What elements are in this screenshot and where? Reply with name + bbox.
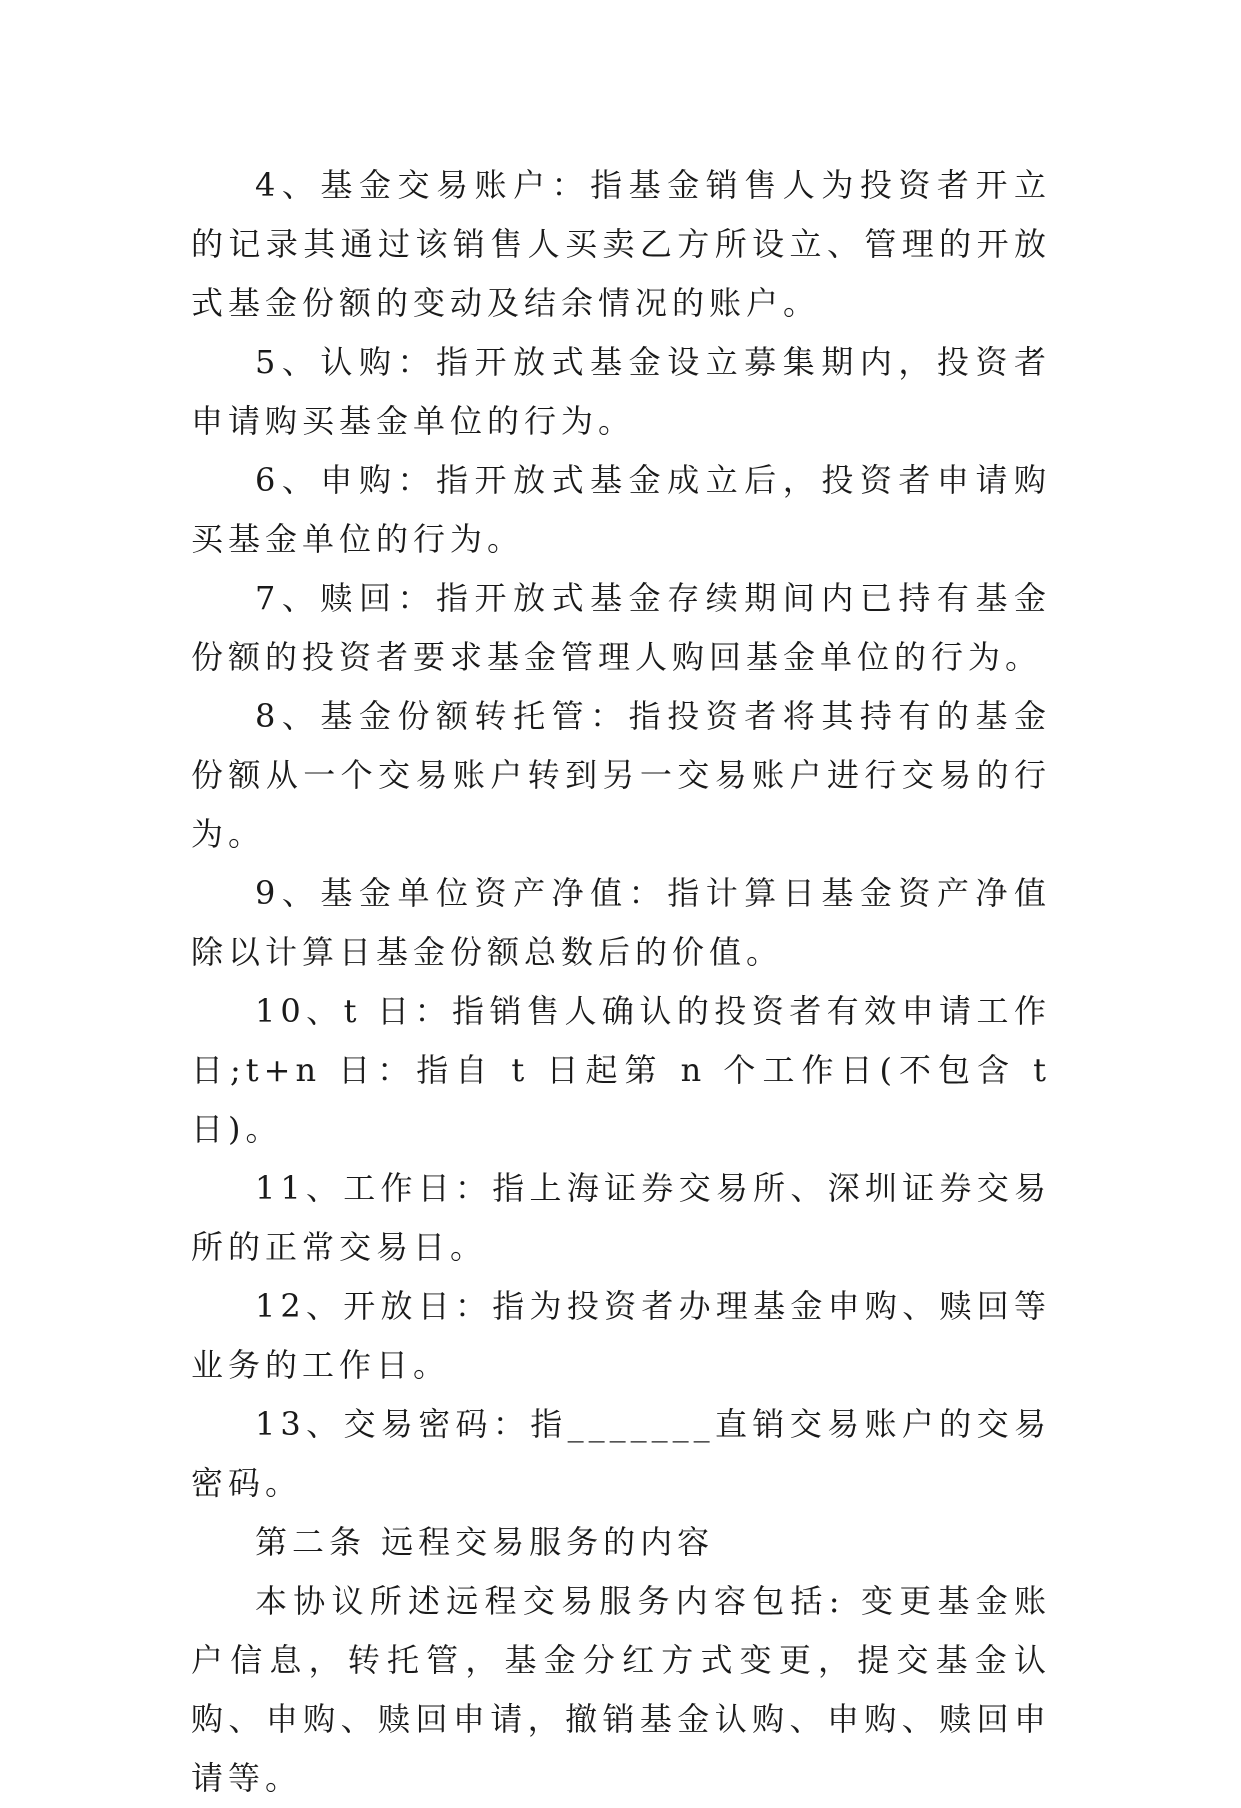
definition-fund-trading-account: 4、基金交易账户：指基金销售人为投资者开立的记录其通过该销售人买卖乙方所设立、管理的开放式基金份额的变动及结余情况的账户。	[191, 166, 1051, 322]
document-body	[191, 156, 1067, 1808]
definition-redemption: 7、赎回：指开放式基金存续期间内已持有基金份额的投资者要求基金管理人购回基金单位的行为。	[191, 579, 1051, 676]
definition-t-day: 10、t 日：指销售人确认的投资者有效申请工作日;t+n 日：指自 t 日起第 n 个工作日(不包含 t 日)。	[191, 992, 1067, 1148]
article-heading: 第二条 远程交易服务的内容	[255, 1523, 715, 1561]
service-content-paragraph: 本协议所述远程交易服务内容包括: 变更基金账户信息，转托管，基金分红方式变更，提交基金认购、申购、赎回申请，撤销基金认购、申购、赎回申请等。	[191, 1582, 1051, 1797]
definition-working-day: 11、工作日：指上海证券交易所、深圳证券交易所的正常交易日。	[191, 1169, 1051, 1266]
definition-transfer-custody: 8、基金份额转托管：指投资者将其持有的基金份额从一个交易账户转到另一交易账户进行交易的行为。	[191, 697, 1051, 853]
definition-subscription: 5、认购：指开放式基金设立募集期内，投资者申请购买基金单位的行为。	[191, 343, 1051, 440]
definition-purchase: 6、申购：指开放式基金成立后，投资者申请购买基金单位的行为。	[191, 461, 1051, 558]
definition-open-day: 12、开放日：指为投资者办理基金申购、赎回等业务的工作日。	[191, 1287, 1051, 1384]
definition-trading-password: 13、交易密码：指_______直销交易账户的交易密码。	[191, 1405, 1051, 1502]
definition-net-asset-value: 9、基金单位资产净值：指计算日基金资产净值除以计算日基金份额总数后的价值。	[191, 874, 1051, 971]
